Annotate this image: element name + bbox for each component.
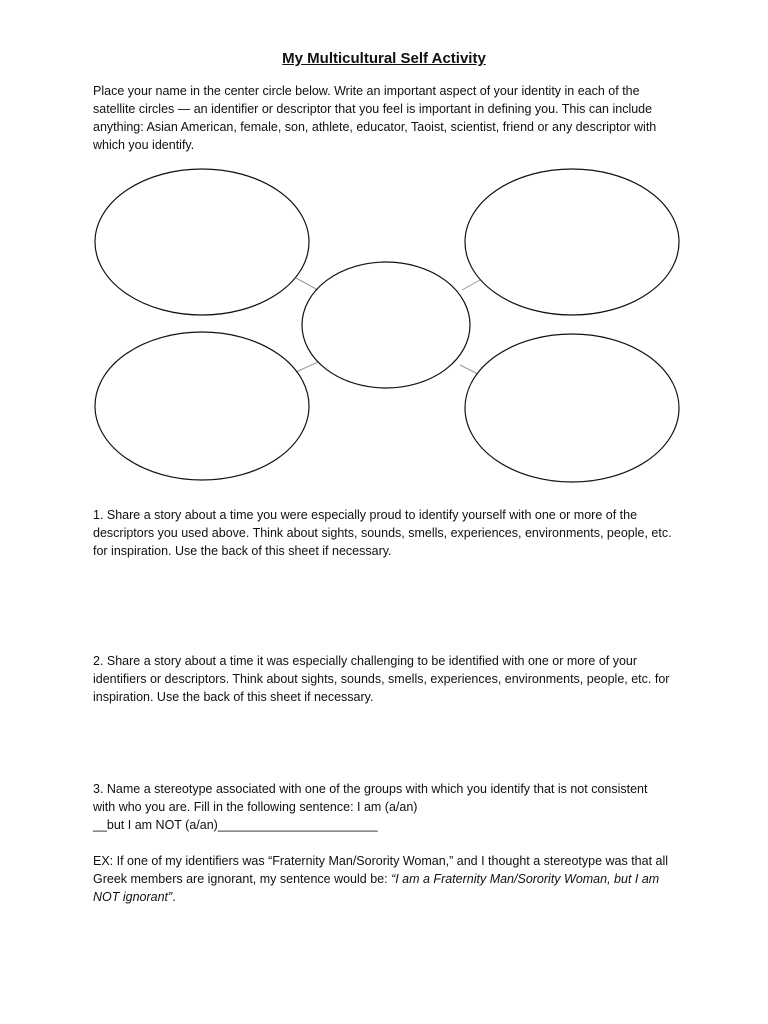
page-title: My Multicultural Self Activity: [282, 50, 486, 67]
connector-bottom-left: [296, 362, 318, 372]
question-1: 1. Share a story about a time you were especially proud to identify yourself with one or more of the descriptors you used above. Think about sights, sounds, smells, experiences, environments, people, etc. for inspiration. Use the back of this sheet if necessary.: [93, 508, 672, 558]
example-quote: “I am a Fraternity Man/Sorority Woman, but I am NOT ignorant”: [93, 872, 660, 904]
question-3: [93, 780, 673, 834]
satellite-circle-top-right[interactable]: [465, 169, 679, 315]
connector-bottom-right: [460, 365, 478, 374]
example-paragraph: [93, 852, 673, 906]
connector-top-right: [462, 280, 480, 290]
intro-instructions: Place your name in the center circle below. Write an important aspect of your identity in each of the satellite circles — an identifier or descriptor that you feel is important in defining you. This can include anything: Asian American, female, son, athlete, educator, Taoist, scientist, friend or any descriptor with which you identify.: [93, 84, 657, 152]
connector-top-left: [296, 278, 318, 290]
satellite-circle-top-left[interactable]: [95, 169, 309, 315]
question-2: 2. Share a story about a time it was especially challenging to be identified with one or more of your identifiers or descriptors. Think about sights, sounds, smells, experiences, environments, people, etc. for inspiration. Use the back of this sheet if necessary.: [93, 654, 670, 704]
example-text: EX: If one of my identifiers was “Fraternity Man/Sorority Woman,” and I thought a stereotype was that all Greek members are ignorant, my sentence would be:: [93, 854, 669, 886]
satellite-circle-bottom-right[interactable]: [465, 334, 679, 482]
example-end: .: [172, 890, 176, 904]
question-3-text: 3. Name a stereotype associated with one of the groups with which you identify that is not consistent with who you are. Fill in the following sentence: I am (a/an): [93, 782, 648, 814]
question-3-fill-in-sentence: __but I am NOT (a/an)_______________________: [93, 818, 378, 832]
satellite-circle-bottom-left[interactable]: [95, 332, 309, 480]
center-name-circle[interactable]: [302, 262, 470, 388]
